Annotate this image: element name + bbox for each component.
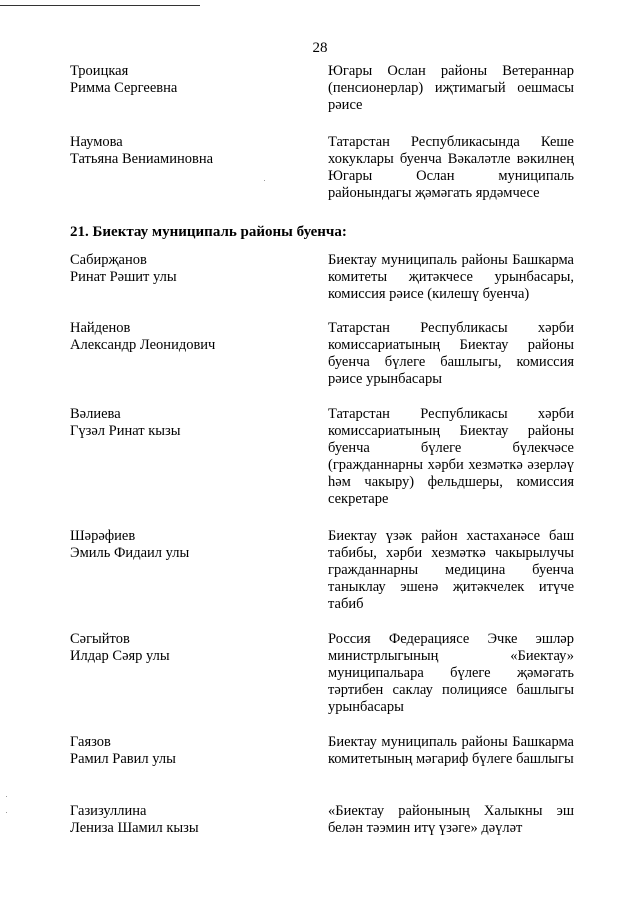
- person-name: [70, 734, 310, 768]
- person-name: [70, 63, 310, 97]
- scan-speck: [6, 796, 7, 797]
- surname: Сабирҗанов: [70, 252, 147, 268]
- surname: Троицкая: [70, 63, 129, 79]
- person-name: [70, 528, 310, 562]
- surname: Шәрәфиев: [70, 528, 136, 544]
- position-description: Россия Федерациясе Эчке эшләр министрлыгының «Биектау» муниципальара бүлеге җәмәгать тәртибен саклау полициясе башлыгы урынбасары: [328, 631, 574, 715]
- position-description: Татарстан Республикасында Кеше хокуклары буенча Вәкаләтле вәкилнең Югары Ослан муниципаль районындагы җәмәгать ярдәмчесе: [328, 134, 574, 201]
- top-rule: [0, 5, 200, 6]
- person-name: [70, 406, 310, 440]
- surname: Газизуллина: [70, 803, 147, 819]
- scan-speck: [264, 180, 265, 181]
- person-name: [70, 252, 310, 286]
- given-name: Рамил Равил улы: [70, 751, 176, 767]
- given-name: Римма Сергеевна: [70, 80, 178, 96]
- position-description: «Биектау районының Халыкны эш белән тәэмин итү үзәге» дәүләт: [328, 803, 574, 836]
- surname: Наумова: [70, 134, 123, 150]
- surname: Вәлиева: [70, 406, 121, 422]
- surname: Гаязов: [70, 734, 111, 750]
- section-heading: 21. Биектау муниципаль районы буенча:: [70, 224, 347, 240]
- position-description: Биектау үзәк район хастаханәсе баш табибы, хәрби хезмәткә чакырылучы гражданнарны медицина буенча таныклау эшенә җитәкчелек итүче табиб: [328, 528, 574, 612]
- given-name: Татьяна Вениаминовна: [70, 151, 214, 167]
- position-description: Татарстан Республикасы хәрби комиссариатының Биектау районы буенча бүлеге бүлекчәсе (гражданнарны хәрби хезмәткә әзерләү һәм чакыру) фельдшеры, комиссия секретаре: [328, 406, 574, 507]
- given-name: Лениза Шамил кызы: [70, 820, 199, 836]
- scan-speck: [6, 812, 7, 813]
- person-name: [70, 320, 310, 354]
- position-description: Югары Ослан районы Ветераннар (пенсионерлар) иҗтимагый оешмасы рәисе: [328, 63, 574, 113]
- position-description: Биектау муниципаль районы Башкарма комитетының мәгариф бүлеге башлыгы: [328, 734, 574, 767]
- surname: Найденов: [70, 320, 131, 336]
- given-name: Эмиль Фидаил улы: [70, 545, 190, 561]
- person-name: [70, 803, 310, 837]
- page-number: 28: [312, 40, 328, 56]
- given-name: Илдар Сәяр улы: [70, 648, 170, 664]
- position-description: Биектау муниципаль районы Башкарма комитеты җитәкчесе урынбасары, комиссия рәисе (килешү буенча): [328, 252, 574, 302]
- person-name: [70, 134, 310, 168]
- given-name: Александр Леонидович: [70, 337, 216, 353]
- person-name: [70, 631, 310, 665]
- given-name: Ринат Рәшит улы: [70, 269, 177, 285]
- given-name: Гүзәл Ринат кызы: [70, 423, 181, 439]
- position-description: Татарстан Республикасы хәрби комиссариатының Биектау районы буенча бүлеге башлыгы, комиссия рәисе урынбасары: [328, 320, 574, 387]
- surname: Сәгыйтов: [70, 631, 130, 647]
